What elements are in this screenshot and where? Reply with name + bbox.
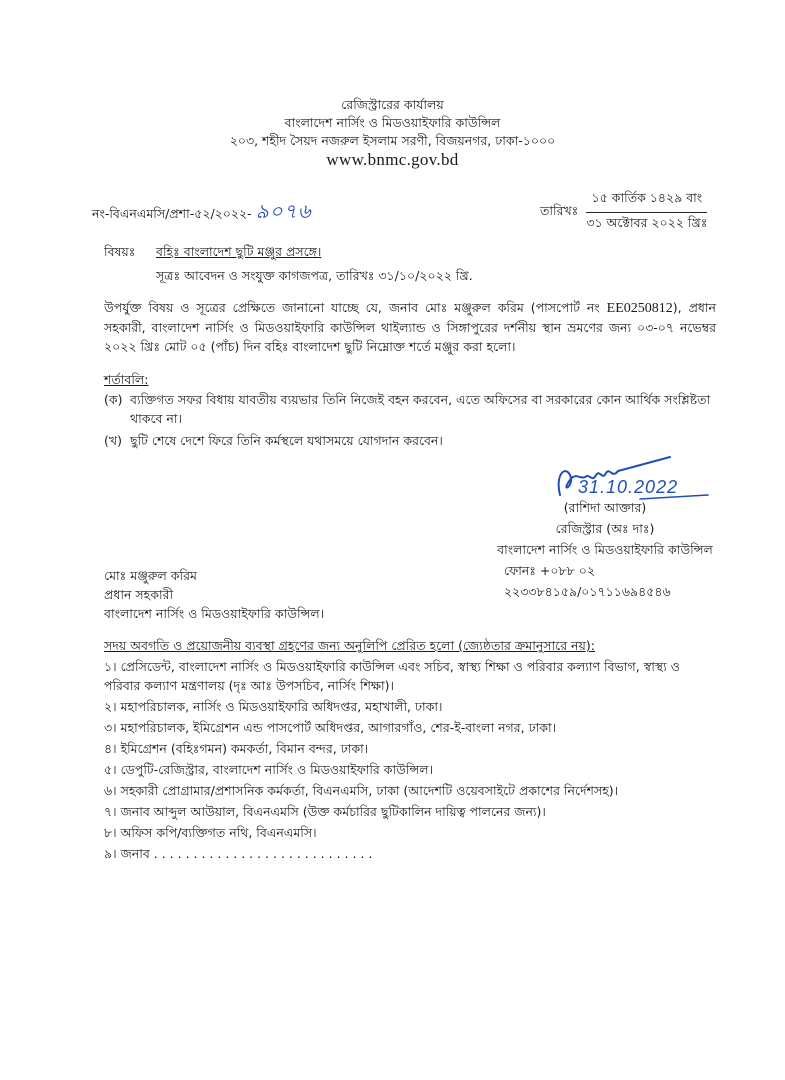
copy-item — [104, 781, 716, 800]
subject-label: বিষয়ঃ — [104, 244, 136, 259]
copy-number: ৯। — [104, 846, 117, 861]
passport-number: EE0250812 — [606, 301, 673, 316]
signature-date: 31.10.2022 — [578, 477, 679, 497]
copy-number: ৫। — [104, 762, 117, 777]
copy-text: মহাপরিচালক, ইমিগ্রেশন এন্ড পাসপোর্ট অধিদপ্তর, আগারগাঁও, শের-ই-বাংলা নগর, ঢাকা। — [120, 720, 557, 735]
signatory-phone: ফোনঃ +০৮৮ ০২ ২২৩৩৮৪১৫৯/০১৭১১৬৯৪৫৪৬ — [504, 563, 671, 599]
copy-text: জনাব . . . . . . . . . . . . . . . . . . . . . . . . . . . . — [120, 846, 373, 861]
copy-text: জনাব আব্দুল আউয়াল, বিএনএমসি (উক্ত কর্মচারির ছুটিকালিন দায়িত্ব পালনের জন্য)। — [120, 804, 546, 819]
condition-item — [104, 390, 716, 428]
letterhead — [0, 96, 785, 170]
copy-item — [104, 823, 716, 842]
conditions-title: শর্তাবলি: — [104, 372, 149, 387]
condition-mark: (ক) — [104, 392, 123, 407]
recipient-name: মোঃ মঞ্জুরুল করিম — [104, 568, 197, 583]
copy-item — [104, 657, 716, 695]
copy-number: ২। — [104, 699, 117, 714]
copy-item — [104, 697, 716, 716]
condition-text: ব্যক্তিগত সফর বিধায় যাবতীয় ব্যয়ভার তিনি নিজেই বহন করবেন, এতে অফিসের বা সরকারের কোন আর্থিক সংশ্লিষ্টতা থাকবে না। — [130, 392, 711, 426]
body-text-1: উপর্যুক্ত বিষয় ও সূত্রের প্রেক্ষিতে জানানো যাচ্ছে যে, জনাব মোঃ মঞ্জুরুল করিম (পাসপোর্ট নং — [104, 300, 607, 315]
copy-text: অফিস কপি/ব্যক্তিগত নথি, বিএনএমসি। — [120, 825, 317, 840]
date-block — [540, 190, 707, 235]
date-bangla: ১৫ কার্তিক ১৪২৯ বাং — [586, 190, 707, 213]
recipient-organization: বাংলাদেশ নার্সিং ও মিডওয়াইফারি কাউন্সিল। — [104, 606, 325, 621]
website: www.bnmc.gov.bd — [326, 150, 459, 169]
date-label: তারিখঃ — [540, 202, 579, 218]
copy-text: ডেপুটি-রেজিস্ট্রার, বাংলাদেশ নার্সিং ও মিডওয়াইফারি কাউন্সিল। — [120, 762, 434, 777]
subject-text: বহিঃ বাংলাদেশ ছুটি মঞ্জুর প্রসঙ্গে। — [156, 244, 322, 259]
recipient-designation: প্রধান সহকারী — [104, 587, 174, 602]
date-english: ৩১ অক্টোবর ২০২২ খ্রিঃ — [586, 215, 708, 230]
copy-text: সহকারী প্রোগ্রামার/প্রশাসনিক কর্মকর্তা, বিএনএমসি, ঢাকা (আদেশটি ওয়েবসাইটে প্রকাশের নির্দেশসহ)। — [120, 783, 619, 798]
copy-number: ৩। — [104, 720, 117, 735]
signatory-organization: বাংলাদেশ নার্সিং ও মিডওয়াইফারি কাউন্সিল — [497, 542, 713, 557]
recipient-block — [104, 566, 324, 623]
copy-distribution-title: সদয় অবগতি ও প্রয়োজনীয় ব্যবস্থা গ্রহণের জন্য অনুলিপি প্রেরিত হলো (জ্যেষ্ঠতার ক্রমানুসারে নয়): — [104, 638, 595, 653]
address: ২০৩, শহীদ সৈয়দ নজরুল ইসলাম সরণী, বিজয়নগর, ঢাকা-১০০০ — [229, 133, 556, 148]
copy-text: মহাপরিচালক, নার্সিং ও মিডওয়াইফারি অধিদপ্তর, মহাখালী, ঢাকা। — [120, 699, 443, 714]
copy-item — [104, 802, 716, 821]
copy-item — [104, 760, 716, 779]
signatory-designation: রেজিস্ট্রার (অঃ দাঃ) — [555, 521, 655, 536]
subject-line — [104, 244, 321, 264]
memo-number-handwritten: ৯০৭৬ — [255, 201, 312, 223]
copy-item — [104, 844, 716, 863]
reference-line: সূত্রঃ আবেদন ও সংযুক্ত কাগজপত্র, তারিখঃ ৩১/১০/২০২২ খ্রি. — [156, 268, 473, 283]
condition-item — [104, 431, 716, 450]
copy-number: ৬। — [104, 783, 117, 798]
signatory-block — [480, 497, 730, 602]
condition-text: ছুটি শেষে দেশে ফিরে তিনি কর্মস্থলে যথাসময়ে যোগদান করবেন। — [130, 433, 443, 448]
office-name: রেজিস্ট্রারের কার্যালয় — [341, 97, 444, 112]
copy-number: ৮। — [104, 825, 117, 840]
copy-number: ১। — [104, 659, 117, 674]
conditions-list — [104, 390, 716, 453]
condition-mark: (খ) — [104, 433, 122, 448]
copy-text: ইমিগ্রেশন (বহিঃগমন) কমকর্তা, বিমান বন্দর, ঢাকা। — [120, 741, 369, 756]
copy-distribution-list — [104, 657, 716, 865]
body-text-2: ), প্রধান সহকারী, বাংলাদেশ নার্সিং ও মিডওয়াইফারি কাউন্সিল থাইল্যান্ড ও সিঙ্গাপুরের দর্শনীয় স্থান ভ্রমণের জন্য ০৩-০৭ নভেম্বর ২০২২ খ্রিঃ মোট ০৫ (পাঁচ) দিন বহিঃ বাংলাদেশ ছুটি নিম্নোক্ত শর্তে মঞ্জুর করা হলো। — [104, 300, 716, 354]
memo-number-prefix: নং-বিএনএমসি/প্রশা-৫২/২০২২- — [92, 206, 252, 221]
organization-name: বাংলাদেশ নার্সিং ও মিডওয়াইফারি কাউন্সিল — [284, 115, 501, 130]
body-paragraph — [104, 298, 716, 356]
copy-number: ৪। — [104, 741, 117, 756]
signatory-name: (রাশিদা আক্তার) — [563, 500, 647, 515]
copy-item — [104, 718, 716, 737]
copy-item — [104, 739, 716, 758]
copy-number: ৭। — [104, 804, 117, 819]
copy-text: প্রেসিডেন্ট, বাংলাদেশ নার্সিং ও মিডওয়াইফারি কাউন্সিল এবং সচিব, স্বাস্থ্য শিক্ষা ও পরিবার কল্যাণ বিভাগ, স্বাস্থ্য ও পরিবার কল্যাণ মন্ত্রণালয় (দৃঃ আঃ উপসচিব, নার্সিং শিক্ষা)। — [104, 659, 680, 693]
memo-number — [92, 197, 312, 230]
